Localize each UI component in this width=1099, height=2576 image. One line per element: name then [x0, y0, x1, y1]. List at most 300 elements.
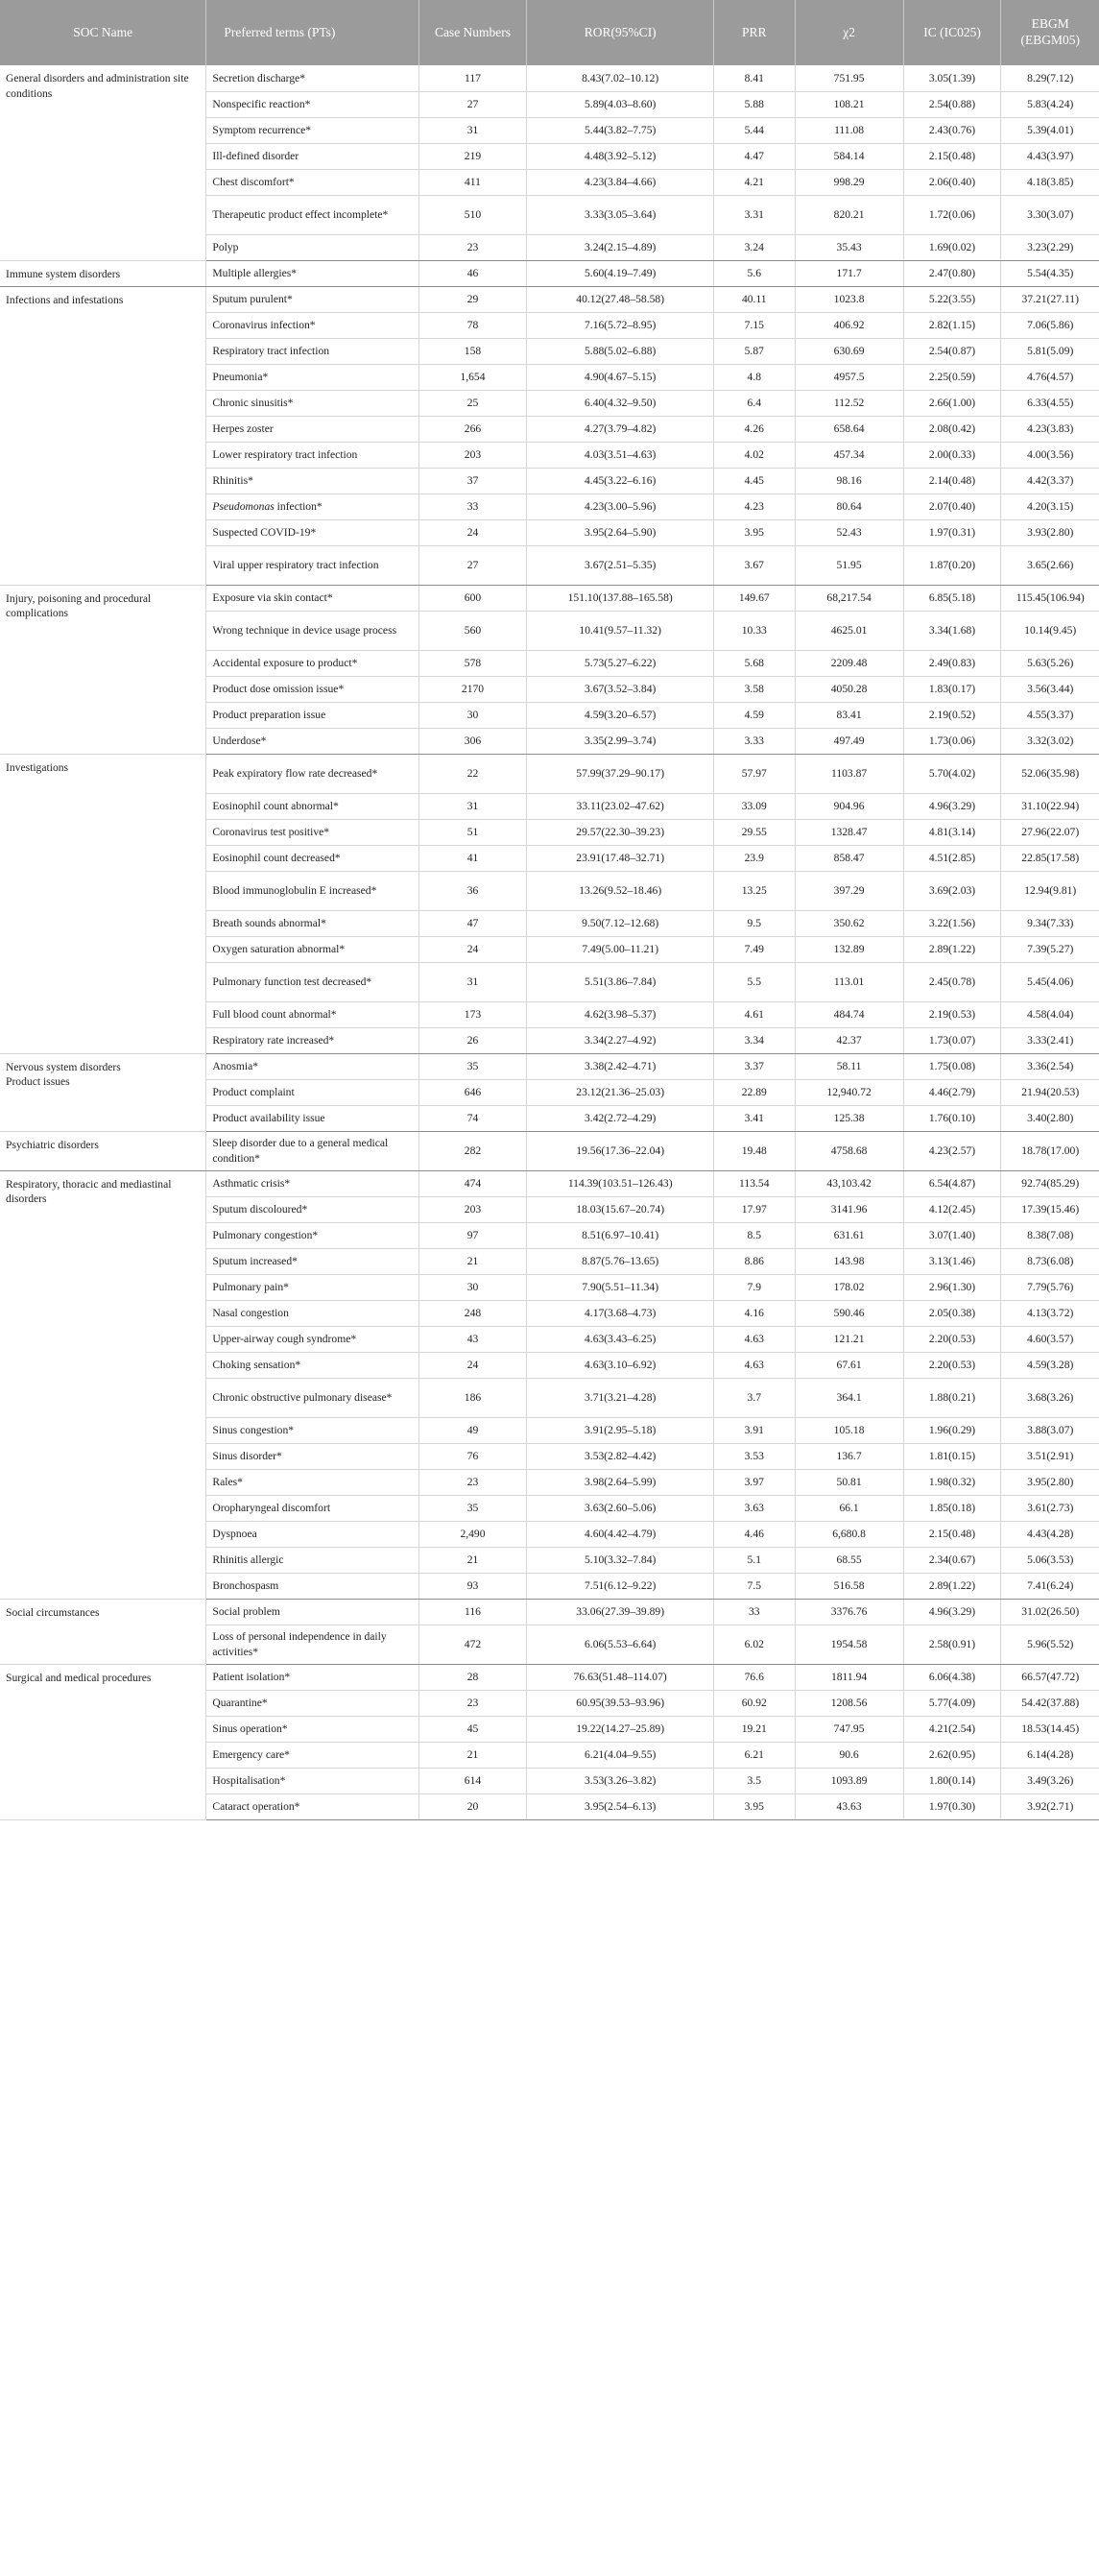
- ror-cell: 3.71(3.21–4.28): [527, 1378, 713, 1417]
- preferred-term-cell: Rhinitis allergic: [206, 1547, 418, 1573]
- ebgm-cell: 115.45(106.94): [1001, 585, 1099, 611]
- case-number-cell: 37: [418, 468, 527, 494]
- ebgm-cell: 4.76(4.57): [1001, 364, 1099, 390]
- col-soc-name: SOC Name: [0, 0, 206, 65]
- case-number-cell: 116: [418, 1599, 527, 1625]
- case-number-cell: 203: [418, 1196, 527, 1222]
- case-number-cell: 31: [418, 793, 527, 819]
- ic-cell: 2.08(0.42): [903, 416, 1001, 442]
- soc-name: Nervous system disorders: [6, 1060, 121, 1073]
- ror-cell: 29.57(22.30–39.23): [527, 819, 713, 845]
- ror-cell: 4.03(3.51–4.63): [527, 442, 713, 468]
- ror-cell: 5.44(3.82–7.75): [527, 117, 713, 143]
- ebgm-cell: 37.21(27.11): [1001, 286, 1099, 312]
- preferred-term-cell: Emergency care*: [206, 1742, 418, 1768]
- ebgm-cell: 8.38(7.08): [1001, 1222, 1099, 1248]
- ic-cell: 3.34(1.68): [903, 611, 1001, 650]
- ic-cell: 2.45(0.78): [903, 962, 1001, 1001]
- ror-cell: 4.17(3.68–4.73): [527, 1300, 713, 1326]
- prr-cell: 3.63: [713, 1495, 795, 1521]
- ic-cell: 4.96(3.29): [903, 1599, 1001, 1625]
- chi2-cell: 406.92: [795, 312, 903, 338]
- prr-cell: 19.48: [713, 1131, 795, 1170]
- ebgm-cell: 5.96(5.52): [1001, 1625, 1099, 1664]
- preferred-term-cell: Sinus congestion*: [206, 1417, 418, 1443]
- ror-cell: 7.49(5.00–11.21): [527, 936, 713, 962]
- ror-cell: 3.53(3.26–3.82): [527, 1768, 713, 1794]
- case-number-cell: 117: [418, 65, 527, 91]
- case-number-cell: 49: [418, 1417, 527, 1443]
- chi2-cell: 42.37: [795, 1027, 903, 1053]
- table-header: [0, 0, 1099, 65]
- ebgm-cell: 7.79(5.76): [1001, 1274, 1099, 1300]
- col-chi2: χ2: [795, 0, 903, 65]
- case-number-cell: 173: [418, 1001, 527, 1027]
- ebgm-cell: 21.94(20.53): [1001, 1079, 1099, 1105]
- chi2-cell: 111.08: [795, 117, 903, 143]
- ic-cell: 6.06(4.38): [903, 1664, 1001, 1690]
- table-row: [0, 585, 1099, 611]
- ror-cell: 4.62(3.98–5.37): [527, 1001, 713, 1027]
- ic-cell: 6.54(4.87): [903, 1170, 1001, 1196]
- ebgm-cell: 4.55(3.37): [1001, 702, 1099, 728]
- chi2-cell: 51.95: [795, 545, 903, 585]
- case-number-cell: 474: [418, 1170, 527, 1196]
- table-row: [0, 1053, 1099, 1079]
- ror-cell: 4.23(3.84–4.66): [527, 169, 713, 195]
- ror-cell: 5.51(3.86–7.84): [527, 962, 713, 1001]
- table-body: [0, 65, 1099, 1819]
- preferred-term-cell: Rhinitis*: [206, 468, 418, 494]
- preferred-term-cell: Quarantine*: [206, 1690, 418, 1716]
- preferred-term-cell: Blood immunoglobulin E increased*: [206, 871, 418, 910]
- ic-cell: 1.69(0.02): [903, 234, 1001, 260]
- chi2-cell: 113.01: [795, 962, 903, 1001]
- prr-cell: 5.5: [713, 962, 795, 1001]
- table-row: [0, 754, 1099, 793]
- case-number-cell: 306: [418, 728, 527, 754]
- case-number-cell: 23: [418, 1690, 527, 1716]
- ebgm-cell: 3.65(2.66): [1001, 545, 1099, 585]
- chi2-cell: 4758.68: [795, 1131, 903, 1170]
- chi2-cell: 2209.48: [795, 650, 903, 676]
- preferred-term-cell: Lower respiratory tract infection: [206, 442, 418, 468]
- preferred-term-cell: Pulmonary congestion*: [206, 1222, 418, 1248]
- table-row: [0, 1664, 1099, 1690]
- ic-cell: 4.23(2.57): [903, 1131, 1001, 1170]
- case-number-cell: 282: [418, 1131, 527, 1170]
- preferred-term-cell: Nonspecific reaction*: [206, 91, 418, 117]
- prr-cell: 4.63: [713, 1352, 795, 1378]
- ror-cell: 3.38(2.42–4.71): [527, 1053, 713, 1079]
- ebgm-cell: 52.06(35.98): [1001, 754, 1099, 793]
- ic-cell: 2.82(1.15): [903, 312, 1001, 338]
- prr-cell: 3.53: [713, 1443, 795, 1469]
- prr-cell: 3.37: [713, 1053, 795, 1079]
- chi2-cell: 35.43: [795, 234, 903, 260]
- chi2-cell: 121.21: [795, 1326, 903, 1352]
- ror-cell: 6.06(5.53–6.64): [527, 1625, 713, 1664]
- ror-cell: 4.59(3.20–6.57): [527, 702, 713, 728]
- ror-cell: 40.12(27.48–58.58): [527, 286, 713, 312]
- ror-cell: 19.56(17.36–22.04): [527, 1131, 713, 1170]
- case-number-cell: 411: [418, 169, 527, 195]
- case-number-cell: 24: [418, 936, 527, 962]
- preferred-term-cell: Pneumonia*: [206, 364, 418, 390]
- chi2-cell: 98.16: [795, 468, 903, 494]
- preferred-term-cell: Respiratory rate increased*: [206, 1027, 418, 1053]
- chi2-cell: 1208.56: [795, 1690, 903, 1716]
- ror-cell: 4.48(3.92–5.12): [527, 143, 713, 169]
- preferred-term-cell: Multiple allergies*: [206, 260, 418, 286]
- preferred-term-cell: Herpes zoster: [206, 416, 418, 442]
- ror-cell: 4.27(3.79–4.82): [527, 416, 713, 442]
- case-number-cell: 21: [418, 1248, 527, 1274]
- prr-cell: 29.55: [713, 819, 795, 845]
- case-number-cell: 23: [418, 1469, 527, 1495]
- ic-cell: 4.46(2.79): [903, 1079, 1001, 1105]
- ic-cell: 4.96(3.29): [903, 793, 1001, 819]
- ror-cell: 3.67(2.51–5.35): [527, 545, 713, 585]
- chi2-cell: 350.62: [795, 910, 903, 936]
- chi2-cell: 143.98: [795, 1248, 903, 1274]
- ic-cell: 2.07(0.40): [903, 494, 1001, 519]
- ebgm-cell: 4.18(3.85): [1001, 169, 1099, 195]
- chi2-cell: 43,103.42: [795, 1170, 903, 1196]
- ror-cell: 23.12(21.36–25.03): [527, 1079, 713, 1105]
- prr-cell: 4.45: [713, 468, 795, 494]
- prr-cell: 57.97: [713, 754, 795, 793]
- chi2-cell: 484.74: [795, 1001, 903, 1027]
- col-preferred-terms: Preferred terms (PTs): [206, 0, 418, 65]
- case-number-cell: 35: [418, 1053, 527, 1079]
- ror-cell: 3.53(2.82–4.42): [527, 1443, 713, 1469]
- preferred-term-cell: Exposure via skin contact*: [206, 585, 418, 611]
- prr-cell: 7.9: [713, 1274, 795, 1300]
- preferred-term-cell: Ill-defined disorder: [206, 143, 418, 169]
- chi2-cell: 80.64: [795, 494, 903, 519]
- prr-cell: 4.02: [713, 442, 795, 468]
- ror-cell: 23.91(17.48–32.71): [527, 845, 713, 871]
- ror-cell: 3.42(2.72–4.29): [527, 1105, 713, 1131]
- chi2-cell: 178.02: [795, 1274, 903, 1300]
- prr-cell: 13.25: [713, 871, 795, 910]
- ebgm-cell: 92.74(85.29): [1001, 1170, 1099, 1196]
- ebgm-cell: 10.14(9.45): [1001, 611, 1099, 650]
- ic-cell: 2.15(0.48): [903, 143, 1001, 169]
- chi2-cell: 1811.94: [795, 1664, 903, 1690]
- case-number-cell: 22: [418, 754, 527, 793]
- preferred-term-cell: Eosinophil count decreased*: [206, 845, 418, 871]
- prr-cell: 4.23: [713, 494, 795, 519]
- prr-cell: 8.41: [713, 65, 795, 91]
- case-number-cell: 93: [418, 1573, 527, 1599]
- ic-cell: 2.96(1.30): [903, 1274, 1001, 1300]
- prr-cell: 3.31: [713, 195, 795, 234]
- ebgm-cell: 4.43(3.97): [1001, 143, 1099, 169]
- table-row: [0, 1599, 1099, 1625]
- ror-cell: 114.39(103.51–126.43): [527, 1170, 713, 1196]
- ebgm-cell: 3.40(2.80): [1001, 1105, 1099, 1131]
- preferred-term-cell: Nasal congestion: [206, 1300, 418, 1326]
- case-number-cell: 27: [418, 545, 527, 585]
- preferred-term-cell: Coronavirus infection*: [206, 312, 418, 338]
- ror-cell: 8.51(6.97–10.41): [527, 1222, 713, 1248]
- case-number-cell: 35: [418, 1495, 527, 1521]
- ebgm-cell: 3.56(3.44): [1001, 676, 1099, 702]
- prr-cell: 4.61: [713, 1001, 795, 1027]
- case-number-cell: 20: [418, 1794, 527, 1819]
- ror-cell: 5.73(5.27–6.22): [527, 650, 713, 676]
- case-number-cell: 21: [418, 1547, 527, 1573]
- prr-cell: 8.86: [713, 1248, 795, 1274]
- case-number-cell: 41: [418, 845, 527, 871]
- case-number-cell: 26: [418, 1027, 527, 1053]
- col-ebgm: EBGM (EBGM05): [1001, 0, 1099, 65]
- ebgm-cell: 3.93(2.80): [1001, 519, 1099, 545]
- case-number-cell: 614: [418, 1768, 527, 1794]
- ebgm-cell: 4.60(3.57): [1001, 1326, 1099, 1352]
- preferred-term-cell: Coronavirus test positive*: [206, 819, 418, 845]
- case-number-cell: 27: [418, 91, 527, 117]
- ror-cell: 3.98(2.64–5.99): [527, 1469, 713, 1495]
- preferred-term-cell: Eosinophil count abnormal*: [206, 793, 418, 819]
- ror-cell: 33.06(27.39–39.89): [527, 1599, 713, 1625]
- ror-cell: 3.95(2.64–5.90): [527, 519, 713, 545]
- ebgm-cell: 31.10(22.94): [1001, 793, 1099, 819]
- prr-cell: 22.89: [713, 1079, 795, 1105]
- chi2-cell: 3141.96: [795, 1196, 903, 1222]
- chi2-cell: 67.61: [795, 1352, 903, 1378]
- ic-cell: 4.81(3.14): [903, 819, 1001, 845]
- ic-cell: 2.34(0.67): [903, 1547, 1001, 1573]
- prr-cell: 9.5: [713, 910, 795, 936]
- ic-cell: 4.21(2.54): [903, 1716, 1001, 1742]
- ic-cell: 2.54(0.88): [903, 91, 1001, 117]
- prr-cell: 5.1: [713, 1547, 795, 1573]
- col-ror: ROR(95%CI): [527, 0, 713, 65]
- soc-name: Investigations: [6, 760, 69, 774]
- case-number-cell: 46: [418, 260, 527, 286]
- preferred-term-cell: Breath sounds abnormal*: [206, 910, 418, 936]
- ror-cell: 3.24(2.15–4.89): [527, 234, 713, 260]
- ic-cell: 2.89(1.22): [903, 1573, 1001, 1599]
- prr-cell: 3.91: [713, 1417, 795, 1443]
- preferred-term-cell: Hospitalisation*: [206, 1768, 418, 1794]
- preferred-term-cell: Product preparation issue: [206, 702, 418, 728]
- ic-cell: 2.62(0.95): [903, 1742, 1001, 1768]
- ic-cell: 2.06(0.40): [903, 169, 1001, 195]
- preferred-term-cell: Loss of personal independence in daily activities*: [206, 1625, 418, 1664]
- ebgm-cell: 22.85(17.58): [1001, 845, 1099, 871]
- chi2-cell: 90.6: [795, 1742, 903, 1768]
- case-number-cell: 25: [418, 390, 527, 416]
- prr-cell: 3.41: [713, 1105, 795, 1131]
- ror-cell: 4.63(3.10–6.92): [527, 1352, 713, 1378]
- chi2-cell: 516.58: [795, 1573, 903, 1599]
- col-case-numbers: Case Numbers: [418, 0, 527, 65]
- ic-cell: 2.20(0.53): [903, 1326, 1001, 1352]
- ebgm-cell: 4.00(3.56): [1001, 442, 1099, 468]
- case-number-cell: 30: [418, 702, 527, 728]
- preferred-term-cell: Symptom recurrence*: [206, 117, 418, 143]
- preferred-term-cell: Social problem: [206, 1599, 418, 1625]
- case-number-cell: 24: [418, 519, 527, 545]
- ic-cell: 5.22(3.55): [903, 286, 1001, 312]
- case-number-cell: 31: [418, 962, 527, 1001]
- ic-cell: 1.73(0.06): [903, 728, 1001, 754]
- prr-cell: 4.47: [713, 143, 795, 169]
- chi2-cell: 68,217.54: [795, 585, 903, 611]
- prr-cell: 7.15: [713, 312, 795, 338]
- prr-cell: 4.8: [713, 364, 795, 390]
- preferred-term-italic: Pseudomonas: [212, 499, 275, 513]
- case-number-cell: 74: [418, 1105, 527, 1131]
- ror-cell: 8.87(5.76–13.65): [527, 1248, 713, 1274]
- ebgm-cell: 4.20(3.15): [1001, 494, 1099, 519]
- ror-cell: 57.99(37.29–90.17): [527, 754, 713, 793]
- chi2-cell: 12,940.72: [795, 1079, 903, 1105]
- ebgm-cell: 4.23(3.83): [1001, 416, 1099, 442]
- ic-cell: 2.58(0.91): [903, 1625, 1001, 1664]
- preferred-term-cell: Therapeutic product effect incomplete*: [206, 195, 418, 234]
- ror-cell: 6.21(4.04–9.55): [527, 1742, 713, 1768]
- ebgm-cell: 5.45(4.06): [1001, 962, 1099, 1001]
- ror-cell: 5.10(3.32–7.84): [527, 1547, 713, 1573]
- prr-cell: 6.21: [713, 1742, 795, 1768]
- case-number-cell: 186: [418, 1378, 527, 1417]
- preferred-term-cell: Full blood count abnormal*: [206, 1001, 418, 1027]
- soc-name-cell: [0, 1599, 206, 1664]
- soc-name-cell: [0, 1664, 206, 1819]
- ror-cell: 6.40(4.32–9.50): [527, 390, 713, 416]
- ebgm-cell: 8.73(6.08): [1001, 1248, 1099, 1274]
- ebgm-cell: 18.78(17.00): [1001, 1131, 1099, 1170]
- chi2-cell: 497.49: [795, 728, 903, 754]
- ror-cell: 5.88(5.02–6.88): [527, 338, 713, 364]
- ic-cell: 2.49(0.83): [903, 650, 1001, 676]
- prr-cell: 3.33: [713, 728, 795, 754]
- ic-cell: 2.19(0.52): [903, 702, 1001, 728]
- ror-cell: 3.35(2.99–3.74): [527, 728, 713, 754]
- ebgm-cell: 6.14(4.28): [1001, 1742, 1099, 1768]
- chi2-cell: 1023.8: [795, 286, 903, 312]
- prr-cell: 40.11: [713, 286, 795, 312]
- col-prr: PRR: [713, 0, 795, 65]
- prr-cell: 76.6: [713, 1664, 795, 1690]
- ic-cell: 6.85(5.18): [903, 585, 1001, 611]
- chi2-cell: 4050.28: [795, 676, 903, 702]
- table-row: [0, 1131, 1099, 1170]
- preferred-term-cell: Pulmonary function test decreased*: [206, 962, 418, 1001]
- ebgm-cell: 5.39(4.01): [1001, 117, 1099, 143]
- case-number-cell: 51: [418, 819, 527, 845]
- preferred-term-cell: Oxygen saturation abnormal*: [206, 936, 418, 962]
- table-row: [0, 286, 1099, 312]
- prr-cell: 5.87: [713, 338, 795, 364]
- ebgm-cell: 7.41(6.24): [1001, 1573, 1099, 1599]
- case-number-cell: 45: [418, 1716, 527, 1742]
- col-ic: IC (IC025): [903, 0, 1001, 65]
- ebgm-cell: 12.94(9.81): [1001, 871, 1099, 910]
- ic-cell: 2.25(0.59): [903, 364, 1001, 390]
- ebgm-cell: 7.39(5.27): [1001, 936, 1099, 962]
- ic-cell: 3.13(1.46): [903, 1248, 1001, 1274]
- prr-cell: 3.58: [713, 676, 795, 702]
- ror-cell: 7.51(6.12–9.22): [527, 1573, 713, 1599]
- ebgm-cell: 5.54(4.35): [1001, 260, 1099, 286]
- chi2-cell: 364.1: [795, 1378, 903, 1417]
- ic-cell: 2.14(0.48): [903, 468, 1001, 494]
- preferred-term-cell: Choking sensation*: [206, 1352, 418, 1378]
- preferred-term-cell: Product dose omission issue*: [206, 676, 418, 702]
- prr-cell: 5.68: [713, 650, 795, 676]
- table-row: [0, 260, 1099, 286]
- preferred-term-cell: Underdose*: [206, 728, 418, 754]
- case-number-cell: 28: [418, 1664, 527, 1690]
- chi2-cell: 112.52: [795, 390, 903, 416]
- chi2-cell: 1328.47: [795, 819, 903, 845]
- case-number-cell: 23: [418, 234, 527, 260]
- ic-cell: 2.15(0.48): [903, 1521, 1001, 1547]
- ror-cell: 4.90(4.67–5.15): [527, 364, 713, 390]
- ebgm-cell: 27.96(22.07): [1001, 819, 1099, 845]
- prr-cell: 60.92: [713, 1690, 795, 1716]
- ror-cell: 60.95(39.53–93.96): [527, 1690, 713, 1716]
- ror-cell: 4.45(3.22–6.16): [527, 468, 713, 494]
- prr-cell: 5.44: [713, 117, 795, 143]
- chi2-cell: 58.11: [795, 1053, 903, 1079]
- case-number-cell: 646: [418, 1079, 527, 1105]
- ic-cell: 4.12(2.45): [903, 1196, 1001, 1222]
- preferred-term-cell: Product availability issue: [206, 1105, 418, 1131]
- ic-cell: 2.47(0.80): [903, 260, 1001, 286]
- soc-name-cell: [0, 65, 206, 260]
- preferred-term-cell: Cataract operation*: [206, 1794, 418, 1819]
- chi2-cell: 457.34: [795, 442, 903, 468]
- ror-cell: 3.63(2.60–5.06): [527, 1495, 713, 1521]
- prr-cell: 33.09: [713, 793, 795, 819]
- ebgm-cell: 3.95(2.80): [1001, 1469, 1099, 1495]
- ror-cell: 3.34(2.27–4.92): [527, 1027, 713, 1053]
- ror-cell: 151.10(137.88–165.58): [527, 585, 713, 611]
- ebgm-cell: 6.33(4.55): [1001, 390, 1099, 416]
- ror-cell: 5.60(4.19–7.49): [527, 260, 713, 286]
- chi2-cell: 1093.89: [795, 1768, 903, 1794]
- soc-name-cell: [0, 1053, 206, 1131]
- ror-cell: 5.89(4.03–8.60): [527, 91, 713, 117]
- chi2-cell: 83.41: [795, 702, 903, 728]
- ror-cell: 7.90(5.51–11.34): [527, 1274, 713, 1300]
- ebgm-cell: 3.33(2.41): [1001, 1027, 1099, 1053]
- ror-cell: 3.33(3.05–3.64): [527, 195, 713, 234]
- case-number-cell: 36: [418, 871, 527, 910]
- ic-cell: 2.00(0.33): [903, 442, 1001, 468]
- soc-name-cell: [0, 754, 206, 1053]
- chi2-cell: 658.64: [795, 416, 903, 442]
- ic-cell: 1.98(0.32): [903, 1469, 1001, 1495]
- case-number-cell: 266: [418, 416, 527, 442]
- ebgm-cell: 54.42(37.88): [1001, 1690, 1099, 1716]
- prr-cell: 6.02: [713, 1625, 795, 1664]
- ic-cell: 4.51(2.85): [903, 845, 1001, 871]
- ror-cell: 3.95(2.54–6.13): [527, 1794, 713, 1819]
- ic-cell: 2.89(1.22): [903, 936, 1001, 962]
- ic-cell: 1.76(0.10): [903, 1105, 1001, 1131]
- ror-cell: 76.63(51.48–114.07): [527, 1664, 713, 1690]
- preferred-term-cell: Sputum discoloured*: [206, 1196, 418, 1222]
- prr-cell: 23.9: [713, 845, 795, 871]
